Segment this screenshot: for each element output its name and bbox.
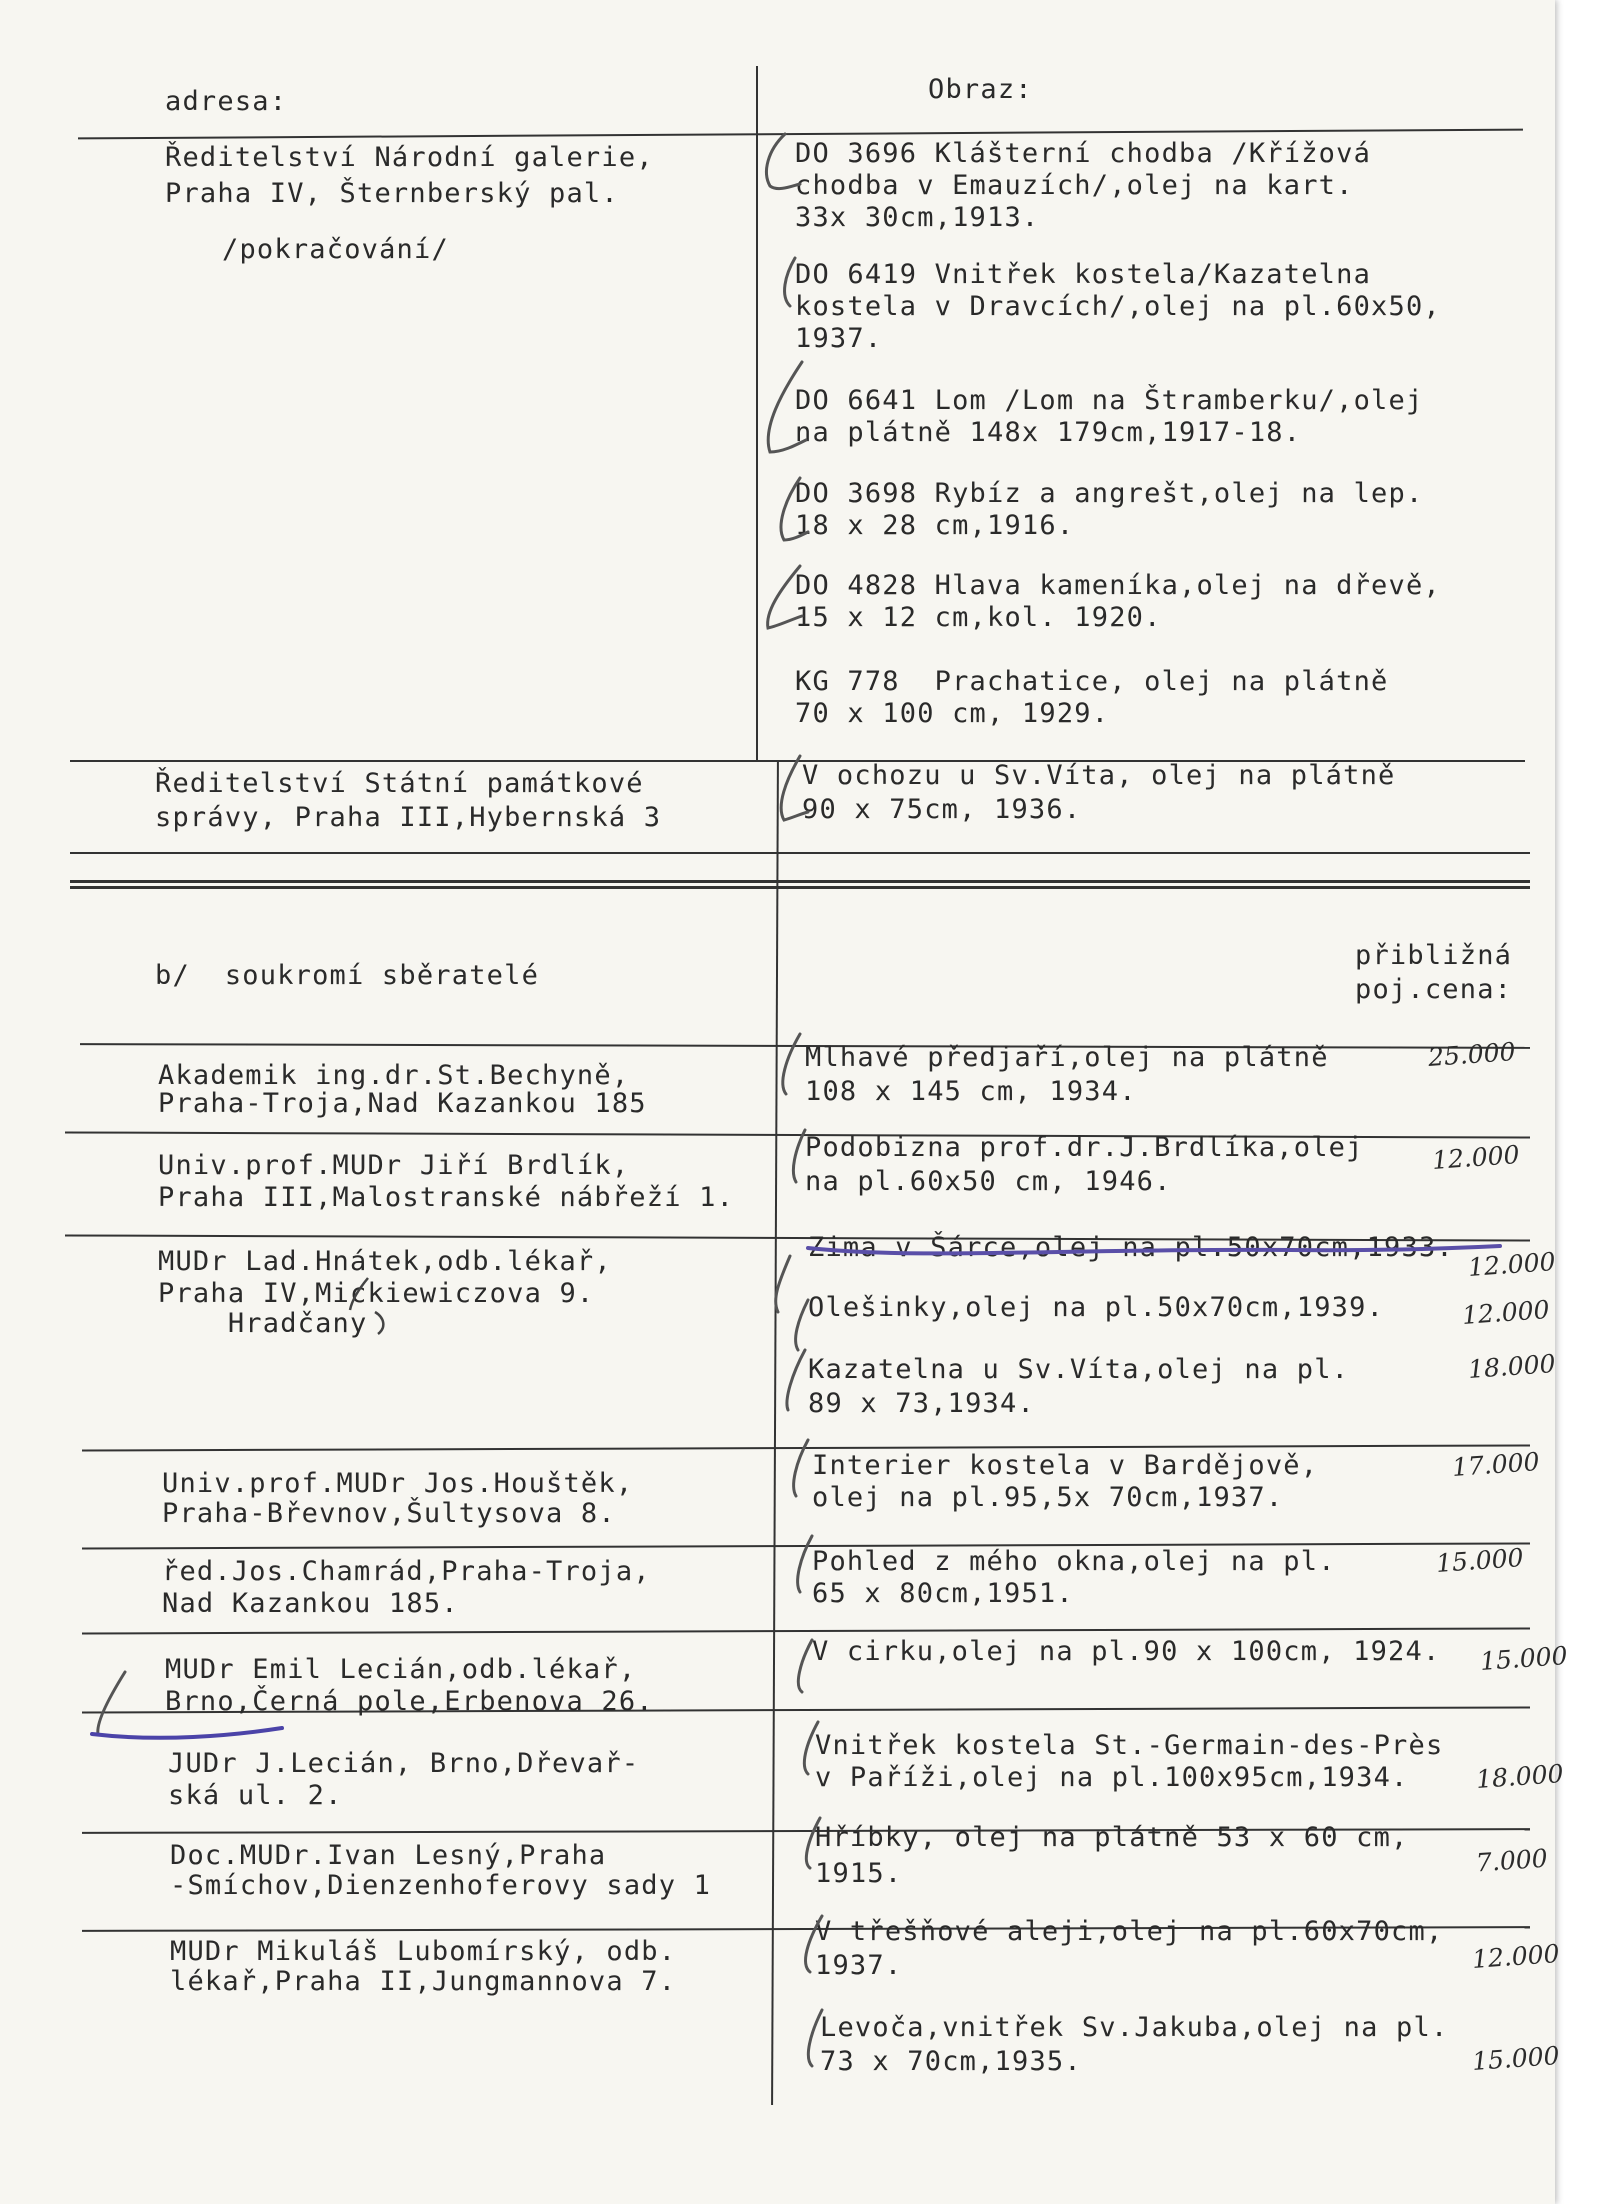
painting-line: DO 3698 Rybíz a angrešt,olej na lep.: [795, 478, 1424, 509]
painting-line: 1937.: [795, 323, 883, 354]
insurance-price: 12.000: [1461, 1294, 1551, 1331]
insurance-price: 18.000: [1467, 1348, 1557, 1385]
collector-address-line: Praha IV,Mickiewiczova 9.: [158, 1278, 595, 1309]
insurance-price: 15.000: [1479, 1640, 1569, 1677]
painting-line: V třešňové aleji,olej na pl.60x70cm,: [815, 1916, 1444, 1947]
collector-address-line: lékař,Praha II,Jungmannova 7.: [170, 1966, 677, 1997]
painting-line: Pohled z mého okna,olej na pl.: [812, 1546, 1336, 1577]
insurance-price: 25.000: [1427, 1036, 1517, 1073]
painting-line: Olešinky,olej na pl.50x70cm,1939.: [808, 1292, 1385, 1323]
price-column-header: přibližná: [1355, 940, 1513, 971]
insurance-price: 12.000: [1467, 1246, 1557, 1283]
pencil-check-mark: [768, 362, 806, 452]
pencil-check-mark: [794, 1440, 808, 1496]
pencil-bracket-mark: [375, 1312, 383, 1334]
painting-line: DO 4828 Hlava kameníka,olej na dřevě,: [795, 570, 1441, 601]
collectors-section-title: b/ soukromí sběratelé: [155, 960, 540, 991]
pencil-check-mark: [787, 1350, 805, 1410]
insurance-price: 15.000: [1435, 1542, 1525, 1579]
painting-line: 90 x 75cm, 1936.: [802, 794, 1082, 825]
institution-address-line: Ředitelství Národní galerie,: [165, 142, 654, 173]
painting-line: chodba v Emauzích/,olej na kart.: [795, 170, 1354, 201]
collector-address-line: řed.Jos.Chamrád,Praha-Troja,: [162, 1556, 651, 1587]
painting-line: 18 x 28 cm,1916.: [795, 510, 1075, 541]
collector-address-line: Univ.prof.MUDr Jiří Brdlík,: [158, 1150, 630, 1181]
institution-address-line: Praha IV, Šternberský pal.: [165, 178, 619, 209]
pencil-check-mark: [793, 1130, 805, 1182]
painting-line: 15 x 12 cm,kol. 1920.: [795, 602, 1162, 633]
painting-line: Interier kostela v Bardějově,: [812, 1450, 1319, 1481]
collector-address-line: Hradčany: [158, 1308, 368, 1339]
collector-address-line: MUDr Emil Lecián,odb.lékař,: [165, 1654, 637, 1685]
ink-underline: [92, 1728, 282, 1738]
collector-address-line: MUDr Mikuláš Lubomírský, odb.: [170, 1936, 677, 1967]
pencil-check-mark: [783, 1034, 800, 1094]
insurance-price: 12.000: [1471, 1938, 1561, 1975]
pencil-bracket-mark: [350, 1278, 368, 1310]
painting-line: 108 x 145 cm, 1934.: [805, 1076, 1137, 1107]
pencil-check-mark: [798, 1536, 812, 1592]
collector-address-line: Doc.MUDr.Ivan Lesný,Praha: [170, 1840, 607, 1871]
collector-address-line: MUDr Lad.Hnátek,odb.lékař,: [158, 1246, 612, 1277]
painting-line: na plátně 148x 179cm,1917-18.: [795, 417, 1302, 448]
price-column-header: poj.cena:: [1355, 974, 1513, 1005]
collector-address-line: -Smíchov,Dienzenhoferovy sady 1: [170, 1870, 712, 1901]
pencil-check-mark: [798, 1640, 812, 1692]
painting-line: 89 x 73,1934.: [808, 1388, 1035, 1419]
pencil-check-mark: [806, 1916, 822, 1972]
painting-line: kostela v Dravcích/,olej na pl.60x50,: [795, 291, 1441, 322]
painting-line: Hříbky, olej na plátně 53 x 60 cm,: [815, 1822, 1409, 1853]
painting-line: DO 6419 Vnitřek kostela/Kazatelna: [795, 259, 1372, 290]
collector-address-line: Praha-Troja,Nad Kazankou 185: [158, 1088, 647, 1119]
painting-line: Mlhavé předjaří,olej na plátně: [805, 1042, 1329, 1073]
continuation-note: /pokračování/: [222, 234, 449, 265]
pencil-check-mark: [98, 1672, 125, 1734]
institution-address-line: Ředitelství Státní památkové: [155, 768, 644, 799]
check-marks: [98, 134, 822, 2066]
painting-line: V ochozu u Sv.Víta, olej na plátně: [802, 760, 1396, 791]
painting-line: 1937.: [815, 1950, 903, 1981]
institution-address-line: správy, Praha III,Hybernská 3: [155, 802, 662, 833]
insurance-price: 12.000: [1431, 1139, 1521, 1176]
collector-address-line: Praha III,Malostranské nábřeží 1.: [158, 1182, 735, 1213]
pencil-check-mark: [768, 566, 802, 628]
painting-line: KG 778 Prachatice, olej na plátně: [795, 666, 1389, 697]
painting-column-header: Obraz:: [928, 74, 1033, 105]
insurance-price: 15.000: [1471, 2040, 1561, 2077]
painting-line: Zima v Šárce,olej na pl.50x70cm,1933.: [808, 1232, 1454, 1263]
pencil-check-mark: [808, 2010, 822, 2066]
collector-address-line: Brno,Černá pole,Erbenova 26.: [165, 1686, 654, 1717]
pencil-check-mark: [785, 258, 795, 306]
collector-address-line: Nad Kazankou 185.: [162, 1588, 459, 1619]
painting-line: DO 6641 Lom /Lom na Štramberku/,olej: [795, 385, 1424, 416]
pencil-check-mark: [806, 1818, 820, 1868]
painting-line: DO 3696 Klášterní chodba /Křížová: [795, 138, 1372, 169]
painting-line: 70 x 100 cm, 1929.: [795, 698, 1110, 729]
pencil-check-mark: [776, 1256, 790, 1312]
painting-line: 33x 30cm,1913.: [795, 202, 1040, 233]
address-column-header: adresa:: [165, 86, 288, 117]
collector-address-line: Praha-Břevnov,Šultysova 8.: [162, 1498, 616, 1529]
painting-line: 65 x 80cm,1951.: [812, 1578, 1074, 1609]
pencil-check-mark: [804, 1722, 818, 1774]
pencil-check-mark: [781, 756, 808, 820]
collector-address-line: Univ.prof.MUDr Jos.Houštěk,: [162, 1468, 634, 1499]
pencil-check-mark: [796, 1300, 808, 1350]
insurance-price: 18.000: [1475, 1758, 1565, 1795]
collector-address-line: JUDr J.Lecián, Brno,Dřevař-: [168, 1748, 640, 1779]
ink-strikethrough: [808, 1246, 1500, 1253]
painting-line: v Paříži,olej na pl.100x95cm,1934.: [815, 1762, 1409, 1793]
collector-address-line: Akademik ing.dr.St.Bechyně,: [158, 1060, 630, 1091]
painting-line: Kazatelna u Sv.Víta,olej na pl.: [808, 1354, 1350, 1385]
painting-line: Podobizna prof.dr.J.Brdlíka,olej: [805, 1132, 1364, 1163]
painting-line: 73 x 70cm,1935.: [820, 2046, 1082, 2077]
insurance-price: 17.000: [1451, 1446, 1541, 1483]
painting-line: na pl.60x50 cm, 1946.: [805, 1166, 1172, 1197]
insurance-price: 7.000: [1475, 1843, 1549, 1878]
painting-line: olej na pl.95,5x 70cm,1937.: [812, 1482, 1284, 1513]
painting-line: Levoča,vnitřek Sv.Jakuba,olej na pl.: [820, 2012, 1449, 2043]
collector-address-line: ská ul. 2.: [168, 1780, 343, 1811]
pencil-check-mark: [781, 478, 808, 540]
painting-line: 1915.: [815, 1858, 903, 1889]
painting-line: Vnitřek kostela St.-Germain-des-Près: [815, 1730, 1444, 1761]
painting-line: V cirku,olej na pl.90 x 100cm, 1924.: [812, 1636, 1441, 1667]
pencil-check-mark: [766, 134, 800, 189]
